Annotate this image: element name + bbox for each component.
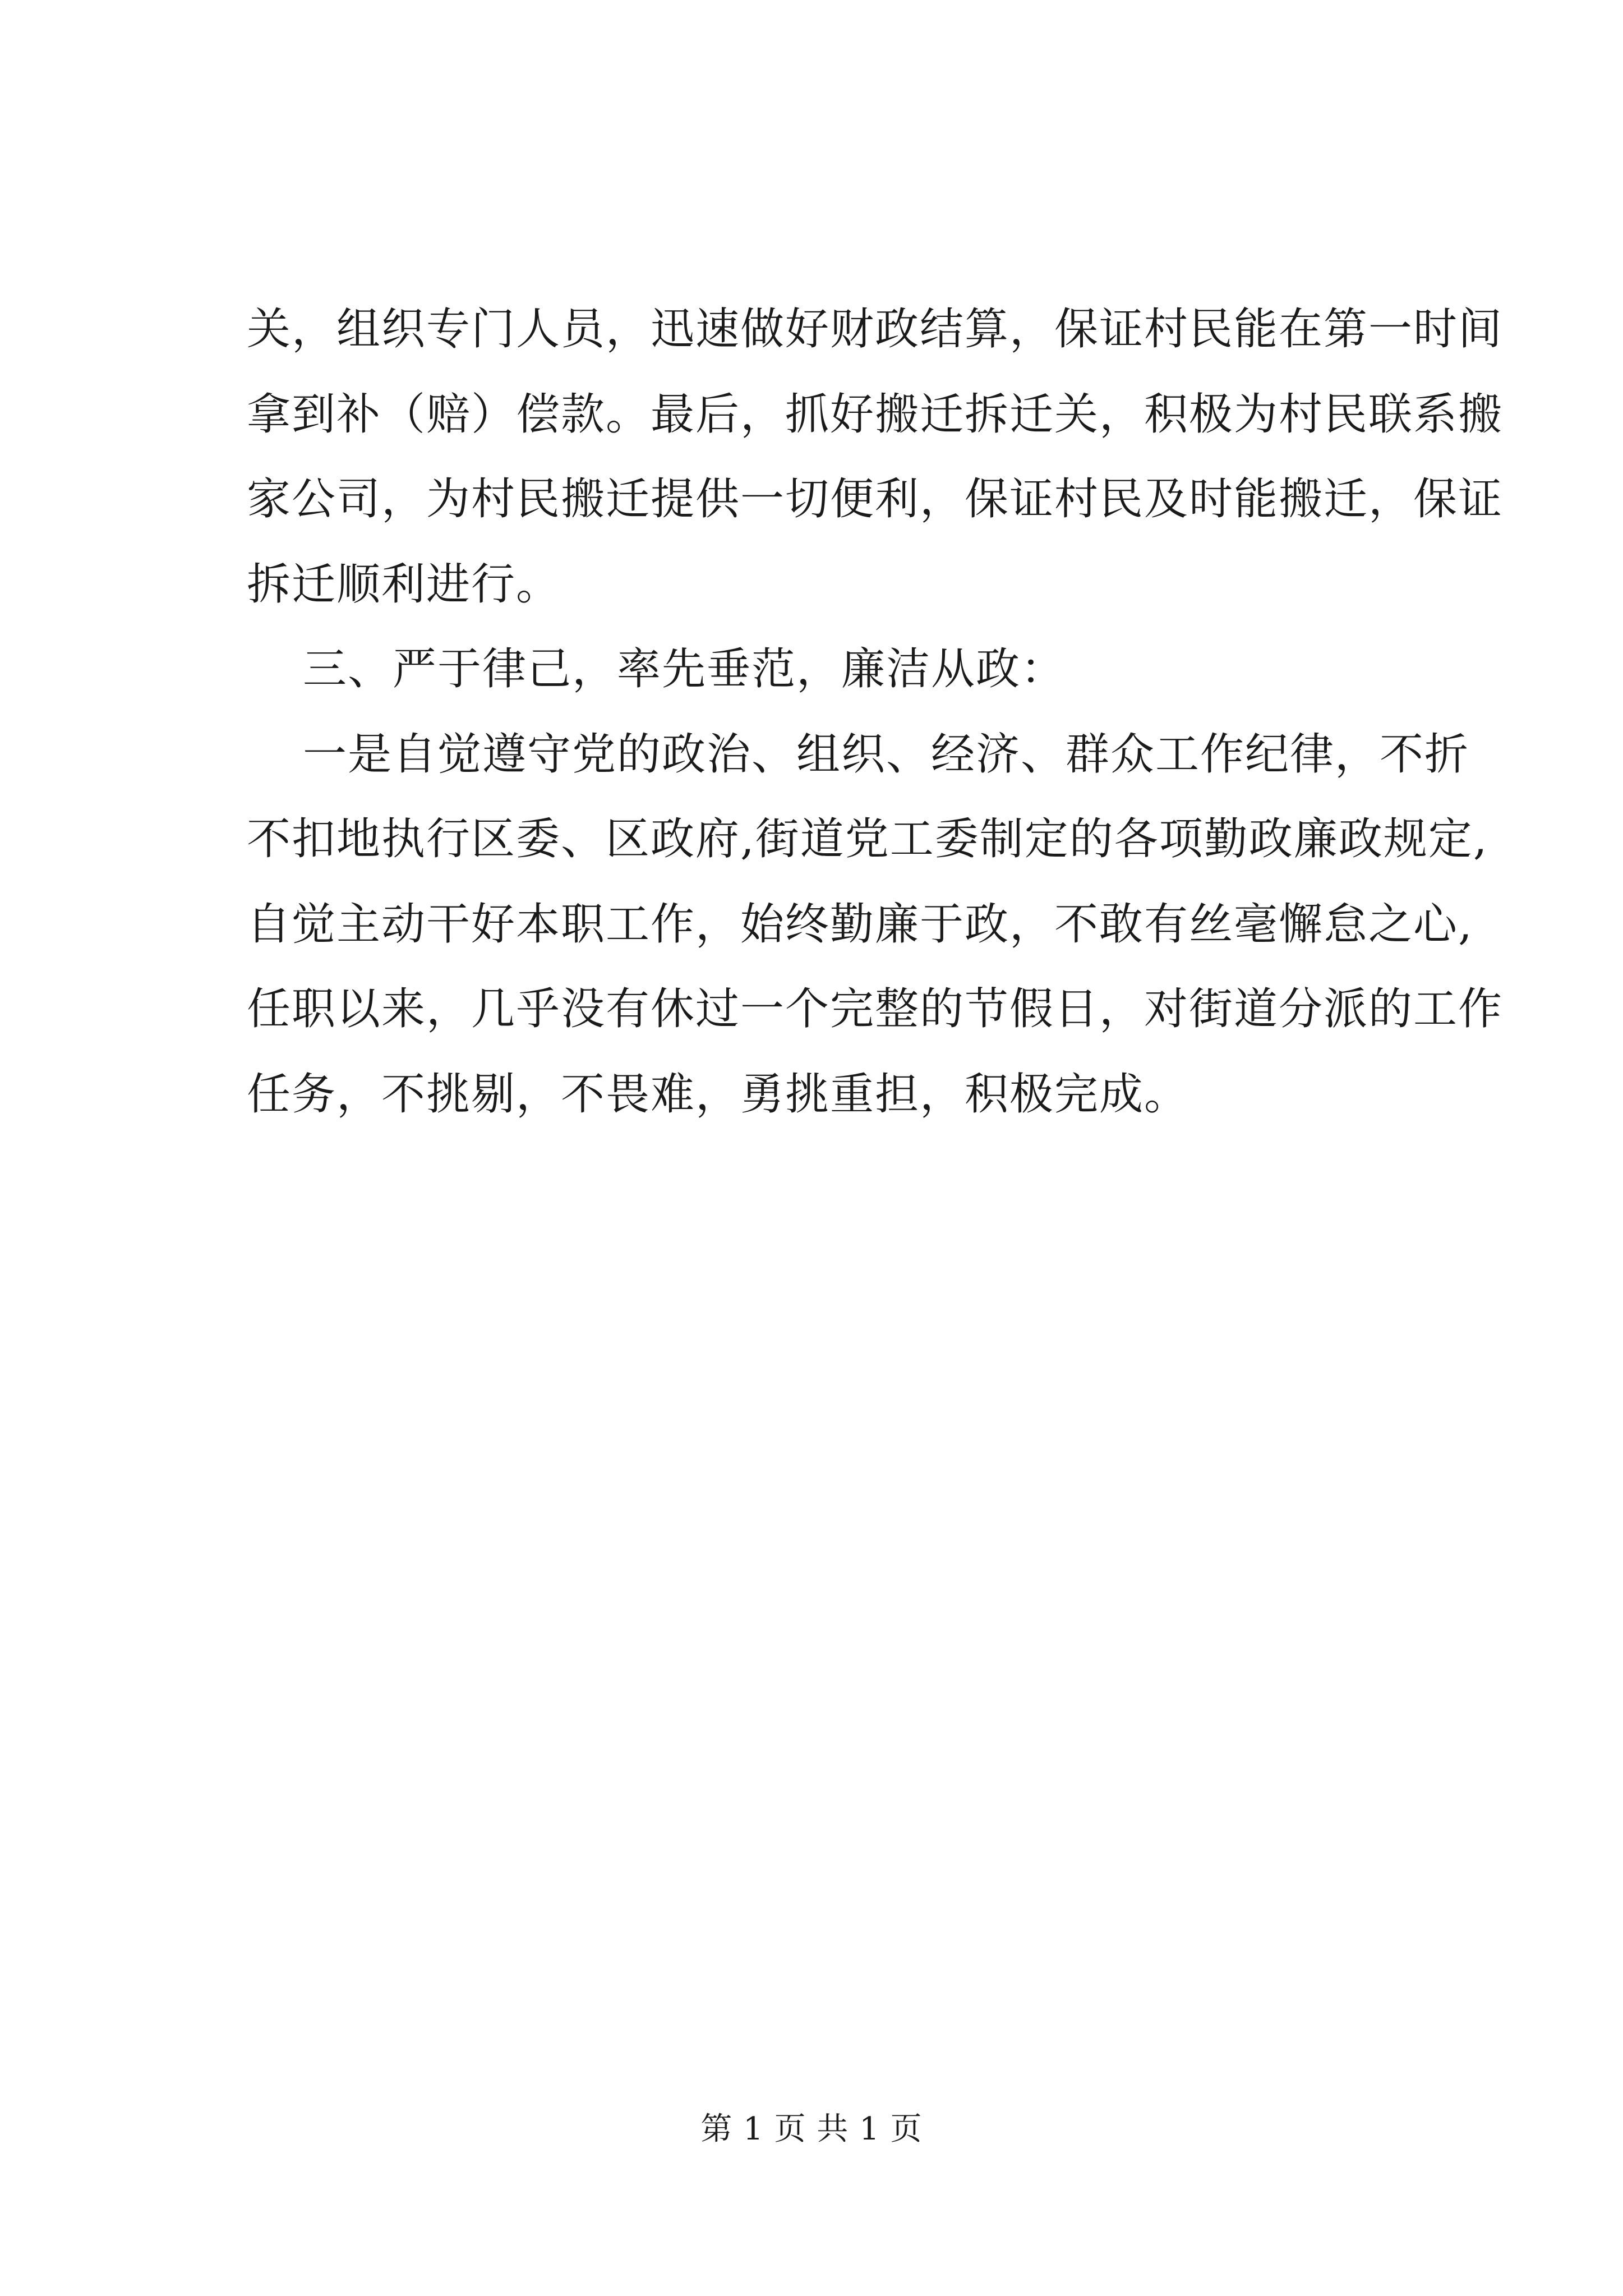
paragraph-line: 不扣地执行区委、区政府,街道党工委制定的各项勤政廉政规定,	[247, 814, 1488, 864]
paragraph-line: 家公司，为村民搬迁提供一切便利，保证村民及时能搬迁，保证	[247, 474, 1504, 524]
paragraph-line: 自觉主动干好本职工作，始终勤廉于政，不敢有丝毫懈怠之心,	[247, 899, 1473, 950]
page-footer: 第 1 页 共 1 页	[700, 2111, 923, 2147]
paragraph-line: 拿到补（赔）偿款。最后，抓好搬迁拆迁关，积极为村民联系搬	[247, 389, 1504, 440]
paragraph-line: 一是自觉遵守党的政治、组织、经济、群众工作纪律，不折	[303, 729, 1470, 780]
paragraph-line: 任务，不挑剔，不畏难，勇挑重担，积极完成。	[247, 1069, 1189, 1120]
paragraph-line: 任职以来，几乎没有休过一个完整的节假日，对街道分派的工作	[247, 984, 1504, 1034]
paragraph-line: 拆迁顺利进行。	[247, 559, 561, 610]
section-heading: 三、严于律己，率先垂范，廉洁从政：	[303, 644, 1066, 694]
paragraph-line: 关，组织专门人员，迅速做好财政结算，保证村民能在第一时间	[247, 304, 1504, 355]
